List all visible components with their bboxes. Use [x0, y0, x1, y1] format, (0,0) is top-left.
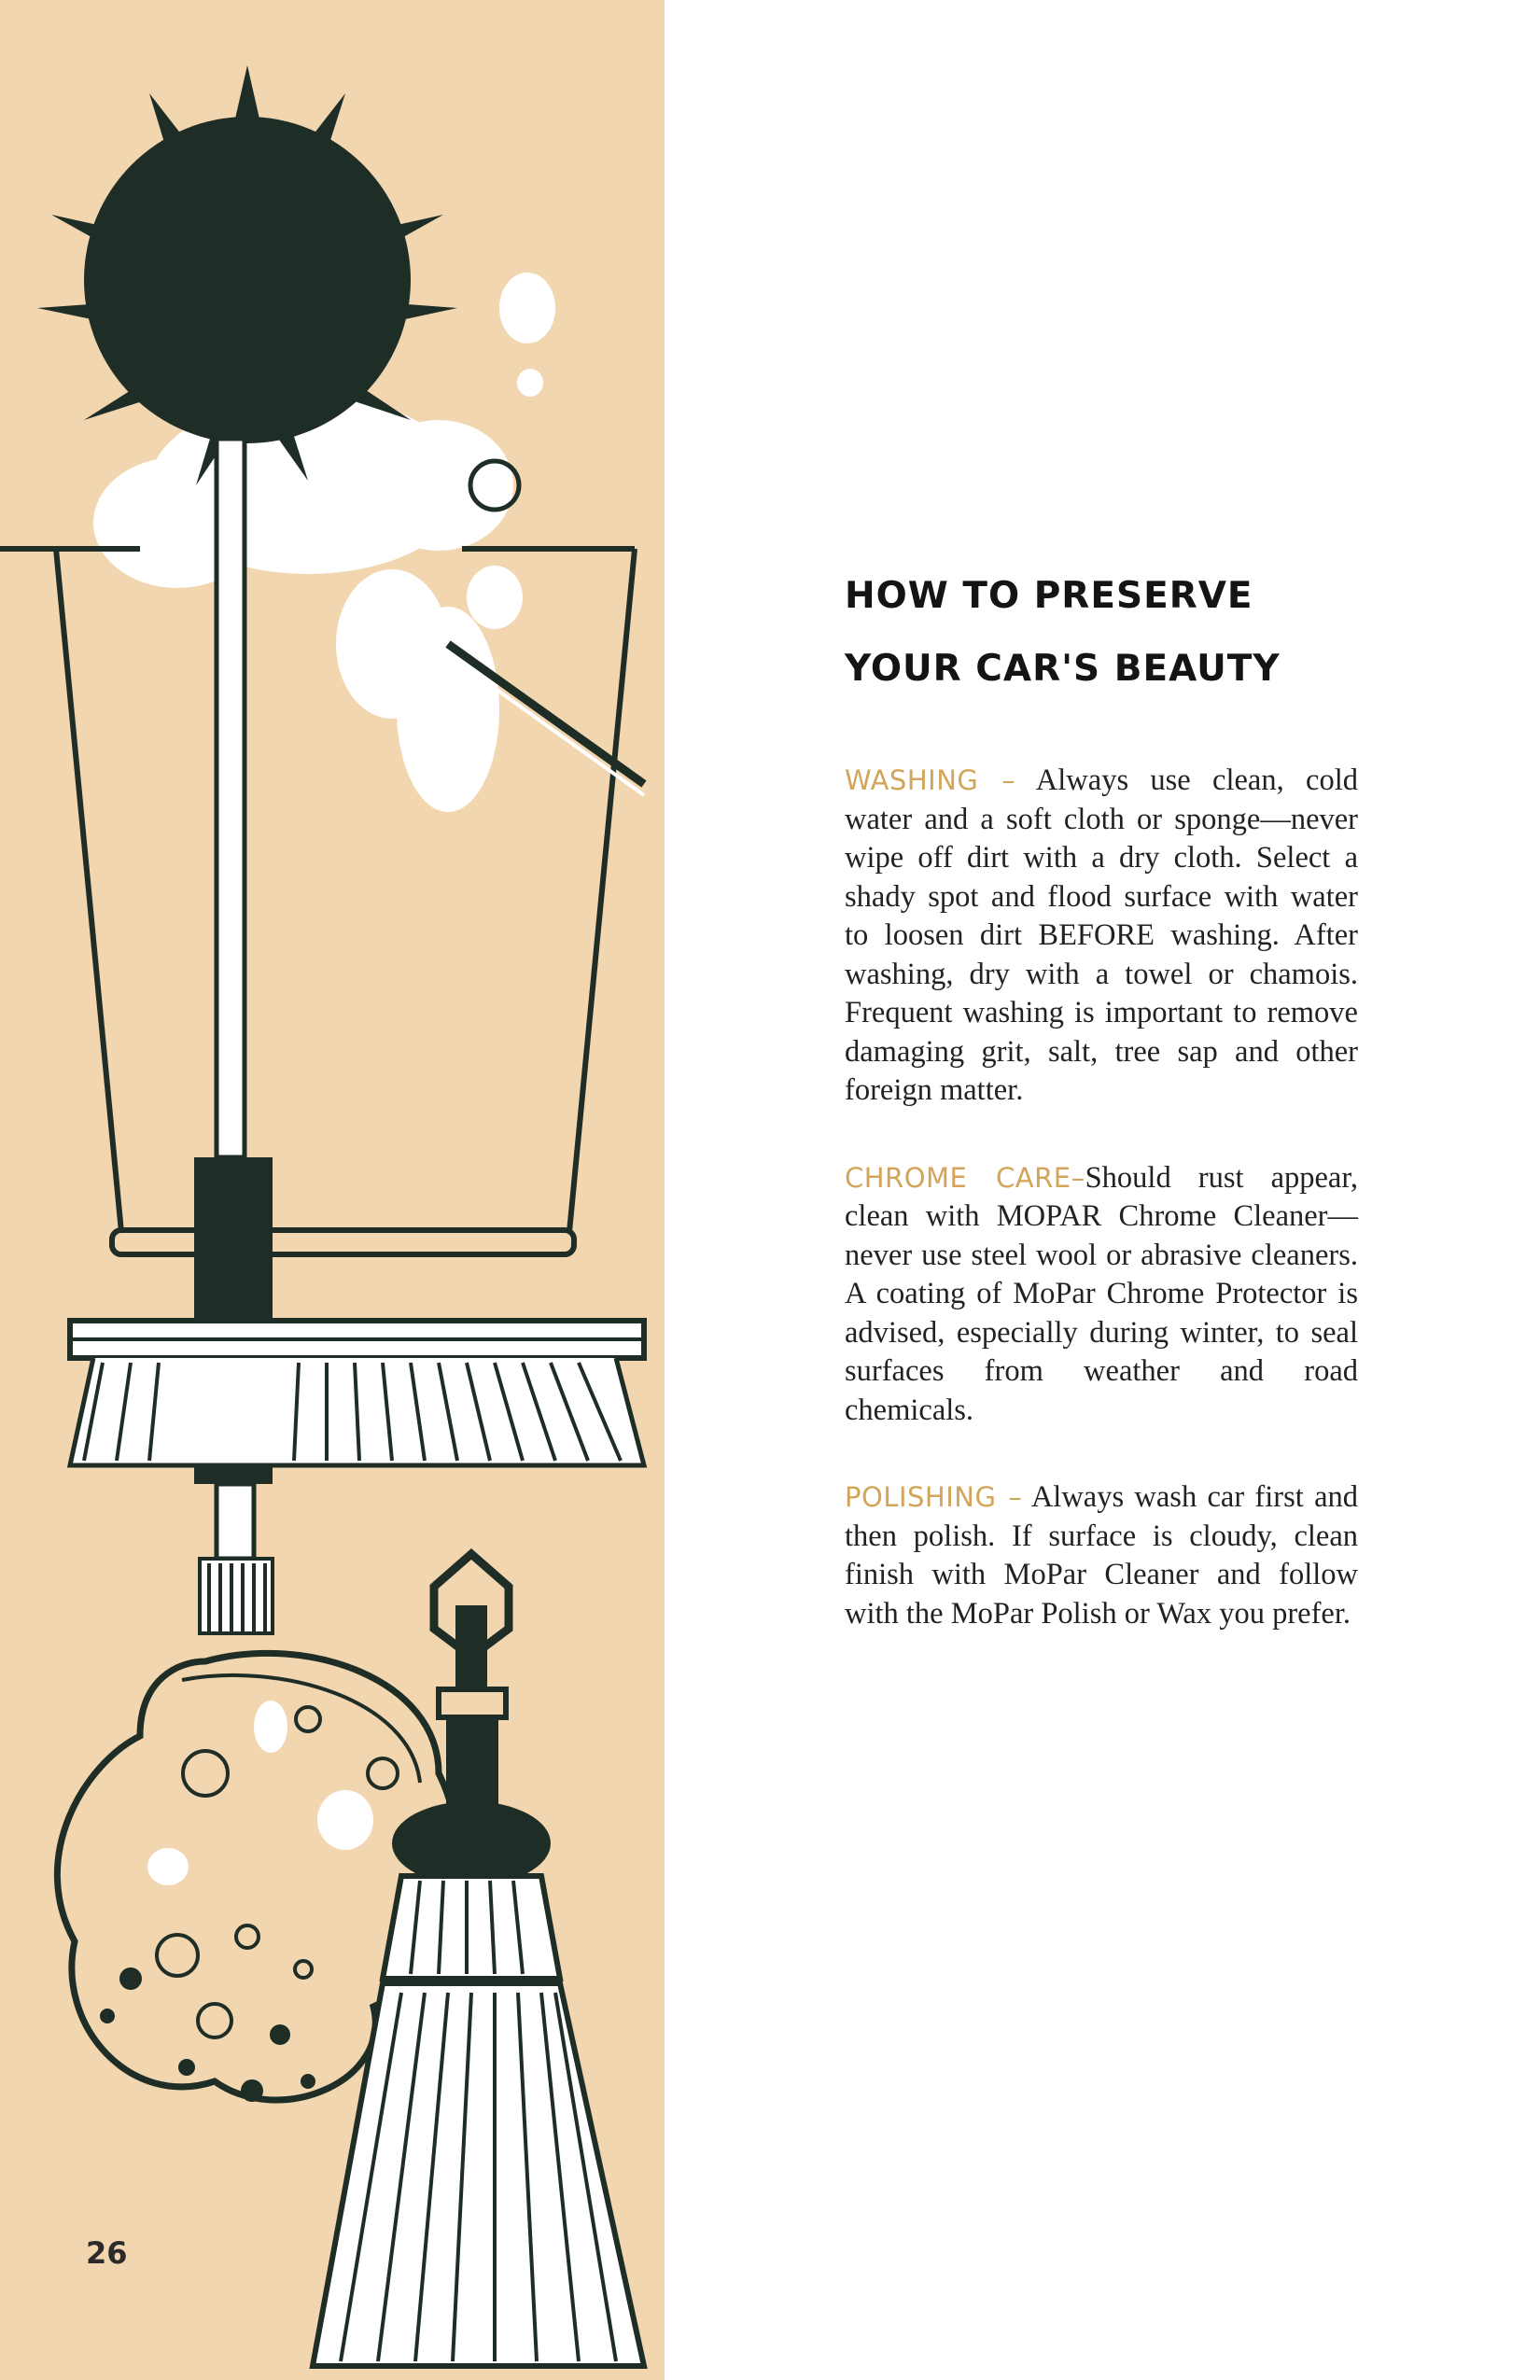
polishing-text: Always wash car first and then polish. If surface is cloudy, clean finish with MoPar Cleaner and follow with the MoPar Polish or Wax you prefer. [845, 1480, 1358, 1631]
washing-text: Always use clean, cold water and a soft cloth or sponge—never wipe off dirt with a dry cloth. Select a shady spot and flood surface with water to loosen dirt BEFORE washing. After washing, dry with a towel or chamois. Frequent washing is important to remove damaging grit, salt, tree sap and other foreign matter. [845, 763, 1359, 1107]
article [845, 560, 1358, 1682]
chrome-care-text: Should rust appear, clean with MOPAR Chrome Cleaner—never use steel wool or abrasive cleaners. A coating of MoPar Chrome Protector is advised, especially during winter, to seal surfaces from weather and road chemicals. [845, 1160, 1358, 1427]
bucket-icon [0, 549, 644, 1254]
car-wash-tools-illustration [0, 0, 665, 2380]
title-line-2: YOUR CAR'S BEAUTY [845, 648, 1281, 690]
scrub-brush-icon [70, 1321, 644, 1465]
polishing-paragraph [845, 1478, 1358, 1633]
illustration-panel [0, 0, 665, 2380]
chrome-care-label: CHROME CARE– [845, 1161, 1085, 1194]
washing-paragraph [845, 762, 1358, 1111]
washing-label: WASHING – [845, 764, 1016, 796]
polishing-label: POLISHING – [845, 1481, 1023, 1513]
page-number: 26 [86, 2235, 128, 2271]
page-title [845, 560, 1358, 706]
title-line-1: HOW TO PRESERVE [845, 575, 1253, 617]
chrome-care-paragraph [845, 1159, 1358, 1431]
